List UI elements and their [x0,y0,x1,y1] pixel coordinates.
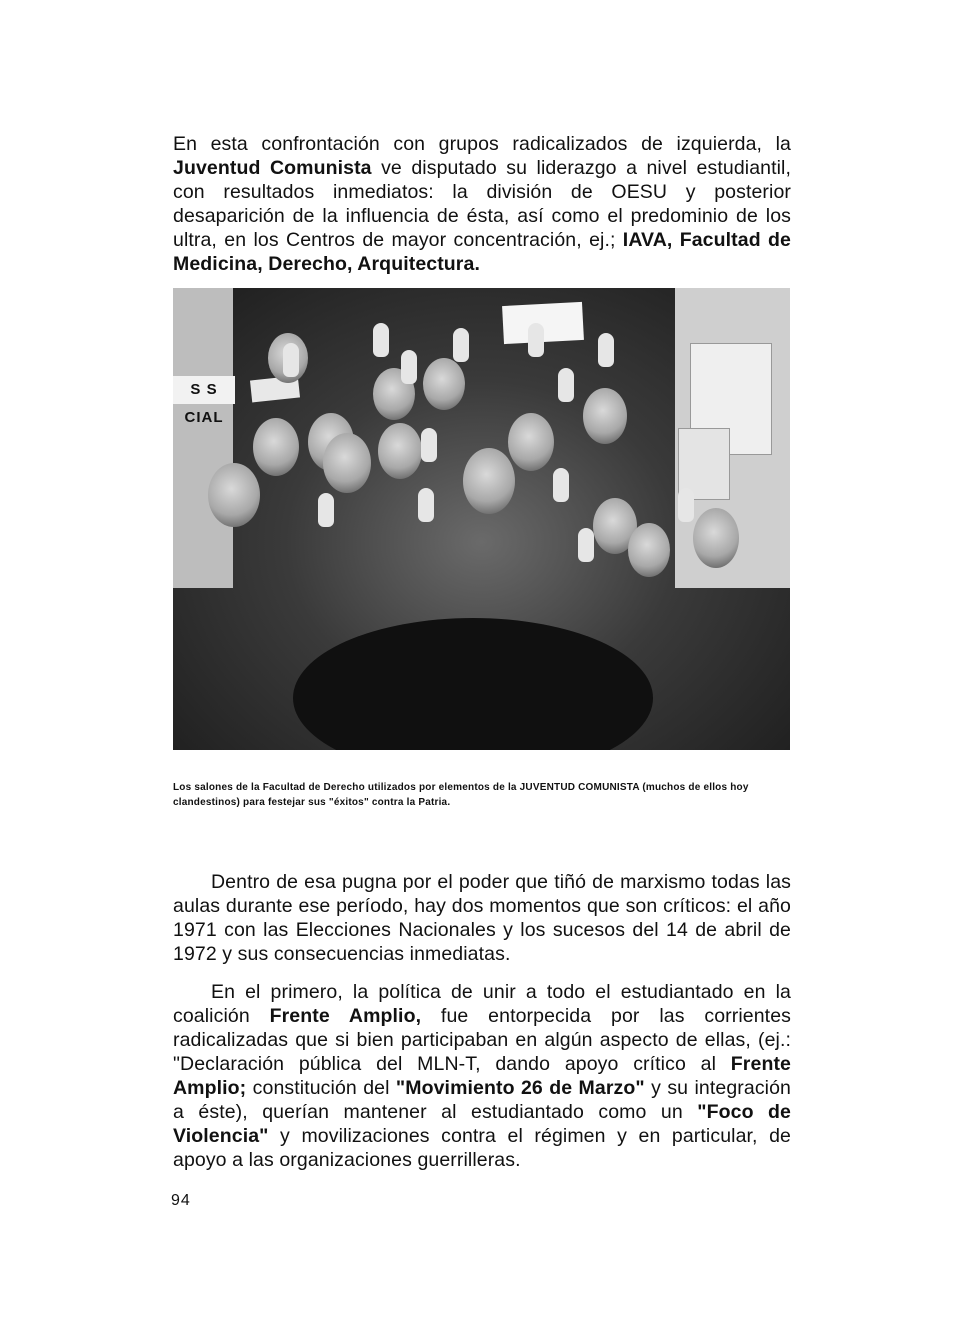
person-head [253,418,299,476]
bold-text: IAVA, Facultad de Medicina, Derecho, Arquitectura. [173,229,791,275]
raised-hand [401,350,417,384]
person-head [628,523,670,577]
raised-hand [453,328,469,362]
bold-text: Frente Amplio; [173,1053,791,1099]
raised-hand [283,343,299,377]
person-head [378,423,422,479]
text-run: En el primero, la política de unir a todo el estudiantado en la coalición [173,981,791,1027]
raised-hand [373,323,389,357]
raised-hand [418,488,434,522]
photo-caption: Los salones de la Facultad de Derecho utilizados por elementos de la JUVENTUD COMUNISTA (muchos de ellos hoy clandestinos) para festejar sus "éxitos" contra la Patria. [173,782,749,808]
group-photo [173,288,790,750]
paragraph-1 [173,132,791,276]
text-run: y su integración a éste), querían mantener al estudiantado como un [173,1077,791,1123]
text-run: constitución del [246,1077,396,1099]
person-head [323,433,371,493]
text-run: En esta confrontación con grupos radicalizados de izquierda, la [173,133,791,155]
page-number: 94 [171,1192,191,1209]
photo-table [293,618,653,750]
bold-text: Frente Amplio, [269,1005,422,1027]
bold-text: "Movimiento 26 de Marzo" [395,1077,645,1099]
person-head [208,463,260,527]
text-run: fue entorpecida por las corrientes radicalizadas que si bien participaban en algún aspecto de ellas, (ej.: "Declaración pública del MLN-T, dando apoyo crítico al [173,1005,791,1075]
paragraph-3 [173,980,791,1172]
text-run: y movilizaciones contra el régimen y en particular, de apoyo a las organizaciones guerrilleras. [173,1125,791,1171]
raised-hand [598,333,614,367]
raised-hand [528,323,544,357]
raised-hand [678,488,694,522]
person-head [583,388,627,444]
photo-door [173,288,233,588]
text-run: Dentro de esa pugna por el poder que tiñó de marxismo todas las aulas durante ese período, hay dos momentos que son críticos: el año 1971 con las Elecciones Nacionales y los sucesos del 14 de abril de 1972 y sus consecuencias inmediatas. [173,871,791,965]
person-head [693,508,739,568]
bold-text: "Foco de Violencia" [173,1101,791,1147]
raised-hand [578,528,594,562]
raised-hand [421,428,437,462]
person-head [463,448,515,514]
raised-hand [558,368,574,402]
text-run: ve disputado su liderazgo a nivel estudiantil, con resultados inmediatos: la división de OESU y posterior desaparición de la influencia de ésta, así como el predominio de los ultra, en los Centros de mayor concentración, ej.; [173,157,791,251]
paragraph-2 [173,870,791,966]
person-head [508,413,554,471]
raised-hand [318,493,334,527]
raised-hand [553,468,569,502]
person-head [423,358,465,410]
bold-text: Juventud Comunista [173,157,372,179]
photo-sign: S S CIAL [173,376,235,404]
